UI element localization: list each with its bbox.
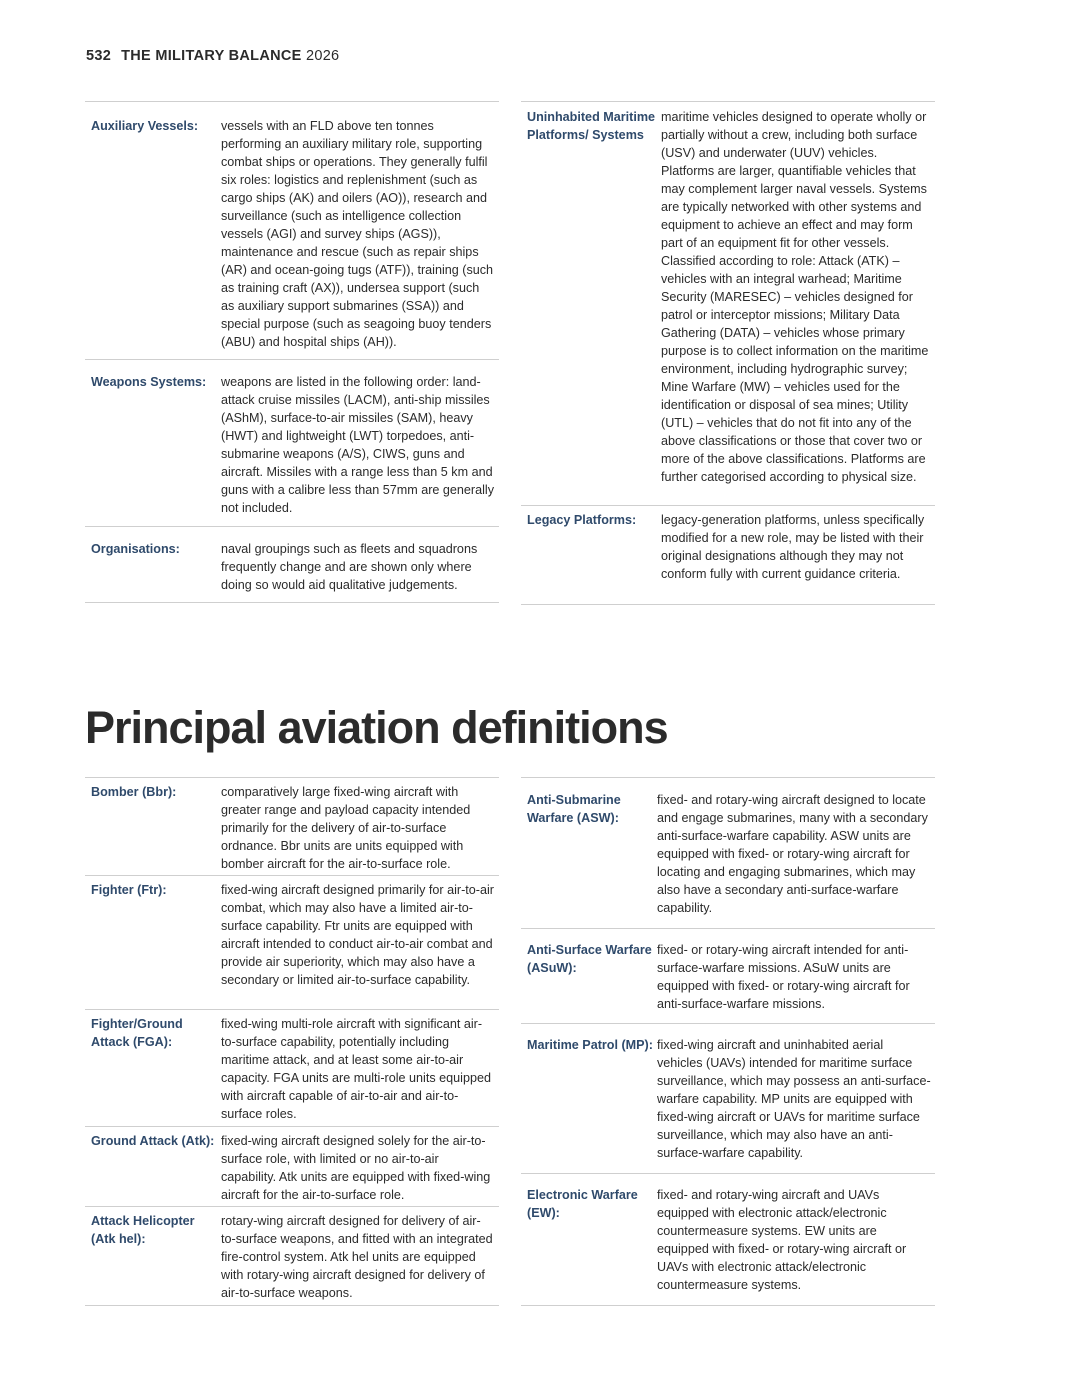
definition-term: Auxiliary Vessels: bbox=[91, 119, 199, 133]
definition-row bbox=[85, 876, 499, 1010]
definition-term: Anti-Surface Warfare (ASuW): bbox=[527, 943, 652, 975]
definition-row bbox=[85, 102, 499, 360]
definition-term: Uninhabited Maritime Platforms/ Systems bbox=[527, 110, 656, 142]
definition-row bbox=[521, 1174, 935, 1306]
naval-definitions-left bbox=[85, 101, 499, 603]
definition-row bbox=[521, 929, 935, 1024]
definition-text: fixed-wing multi-role aircraft with significant air-to-surface capability, potentially including maritime attack, and at least some air-to-air capacity. FGA units are multi-role units equipped with aircraft capable of air-to-air and air-to-surface roles. bbox=[221, 1017, 491, 1121]
definition-term: Organisations: bbox=[91, 542, 180, 556]
running-header bbox=[86, 48, 339, 64]
definition-text: comparatively large fixed-wing aircraft with greater range and payload capacity intended primarily for the delivery of air-to-surface ordnance. Bbr units are units equipped with bomber aircraft for the air-to-surface role. bbox=[221, 785, 471, 871]
definition-term: Legacy Platforms: bbox=[527, 513, 637, 527]
definition-row bbox=[85, 360, 499, 527]
definition-row bbox=[85, 1127, 499, 1207]
definition-text: naval groupings such as fleets and squadrons frequently change and are shown only where doing so would aid qualitative judgements. bbox=[221, 542, 478, 592]
definition-term: Weapons Systems: bbox=[91, 375, 207, 389]
definition-term: Maritime Patrol (MP): bbox=[527, 1038, 653, 1052]
definition-row bbox=[85, 1010, 499, 1127]
page-number: 532 bbox=[86, 48, 112, 64]
definition-term: Bomber (Bbr): bbox=[91, 785, 177, 799]
definition-text: weapons are listed in the following order: land-attack cruise missiles (LACM), anti-ship missiles (AShM), surface-to-air missiles (SAM), heavy (HWT) and lightweight (LWT) torpedoes, anti-submarine weapons (A/S), CIWS, guns and aircraft. Missiles with a range less than 5 km and guns with a calibre less than 57mm are generally not included. bbox=[221, 375, 495, 515]
definition-term: Ground Attack (Atk): bbox=[91, 1134, 215, 1148]
aviation-definitions-left bbox=[85, 777, 499, 1306]
aviation-definitions-right bbox=[521, 777, 935, 1306]
definition-row bbox=[521, 102, 935, 506]
definition-row bbox=[85, 527, 499, 603]
definition-text: fixed-wing aircraft designed primarily for air-to-air combat, which may also have a limited air-to-surface capability. Ftr units are equipped with aircraft intended to conduct air-to-air combat and provide air superiority, which may also have a secondary or limited air-to-surface capability. bbox=[221, 883, 494, 987]
definition-term: Anti-Submarine Warfare (ASW): bbox=[527, 793, 621, 825]
definition-text: maritime vehicles designed to operate wholly or partially without a crew, including both surface (USV) and underwater (UUV) vehicles. Platforms are larger, quantifiable vehicles that may complement larger naval vessels. Systems are typically networked with other systems and equipment to achieve an effect and may form part of an equipment fit for other vessels. Classified according to role: Attack (ATK) – vehicles with an integral warhead; Maritime Security (MARESEC) – vehicles designed for patrol or interceptor missions; Military Data Gathering (DATA) – vehicles whose primary purpose is to collect information on the maritime environment, including hydrographic survey; Mine Warfare (MW) – vehicles used for the identification or disposal of sea mines; Utility (UTL) – vehicles that do not fit into any of the above classifications or those that cover two or more of the above classifications. Platforms are further categorised according to physical size. bbox=[661, 110, 929, 484]
publication-year: 2026 bbox=[305, 48, 340, 64]
definition-text: fixed- or rotary-wing aircraft intended for anti-surface-warfare missions. ASuW units are equipped with fixed- or rotary-wing aircraft for anti-surface-warfare missions. bbox=[657, 943, 910, 1011]
definition-text: fixed- and rotary-wing aircraft and UAVs equipped with electronic attack/electronic countermeasure systems. EW units are equipped with fixed- or rotary-wing aircraft or UAVs with electronic attack/electronic countermeasure systems. bbox=[657, 1188, 907, 1292]
definition-row bbox=[85, 778, 499, 876]
definition-row bbox=[85, 1207, 499, 1306]
definition-text: fixed- and rotary-wing aircraft designed to locate and engage submarines, many with a secondary anti-surface-warfare capability. ASW units are equipped with fixed- or rotary-wing aircraft for locating and engaging submarines, which may also have a secondary anti-surface-warfare capability. bbox=[657, 793, 928, 915]
definition-term: Electronic Warfare (EW): bbox=[527, 1188, 638, 1220]
definition-term: Fighter/Ground Attack (FGA): bbox=[91, 1017, 183, 1049]
definition-text: fixed-wing aircraft and uninhabited aerial vehicles (UAVs) intended for maritime surface surveillance, which may possess an anti-surface-warfare capability. MP units are equipped with fixed-wing aircraft or UAVs for maritime surface surveillance, which may also have an anti-surface-warfare capability. bbox=[657, 1038, 931, 1160]
definition-term: Attack Helicopter (Atk hel): bbox=[91, 1214, 195, 1246]
definition-text: vessels with an FLD above ten tonnes performing an auxiliary military role, supporting combat ships or operations. They generally fulfil six roles: logistics and replenishment (such as cargo ships (AK) and oilers (AO)), research and surveillance (such as intelligence collection vessels (AGI) and survey ships (AGS)), maintenance and rescue (such as repair ships (AR) and ocean-going tugs (ATF)), training (such as training craft (AX)), undersea support (such as auxiliary support submarines (SSA)) and special purpose (such as seagoing buoy tenders (ABU) and hospital ships (AH)). bbox=[221, 119, 494, 349]
definition-text: rotary-wing aircraft designed for delivery of air-to-surface weapons, and fitted with an integrated fire-control system. Atk hel units are equipped with rotary-wing aircraft designed for delivery of air-to-surface weapons. bbox=[221, 1214, 493, 1300]
publication-title: THE MILITARY BALANCE bbox=[121, 48, 302, 64]
definition-text: legacy-generation platforms, unless specifically modified for a new role, may be listed with their original designations although they may not conform fully with current guidance criteria. bbox=[661, 513, 925, 581]
definition-row bbox=[521, 1024, 935, 1174]
naval-definitions-right bbox=[521, 101, 935, 605]
section-title: Principal aviation definitions bbox=[85, 702, 668, 753]
definition-term: Fighter (Ftr): bbox=[91, 883, 167, 897]
definition-text: fixed-wing aircraft designed solely for the air-to-surface role, with limited or no air-to-air capability. Atk units are equipped with fixed-wing aircraft for the air-to-surface role. bbox=[221, 1134, 491, 1202]
definition-row bbox=[521, 778, 935, 929]
definition-row bbox=[521, 506, 935, 605]
